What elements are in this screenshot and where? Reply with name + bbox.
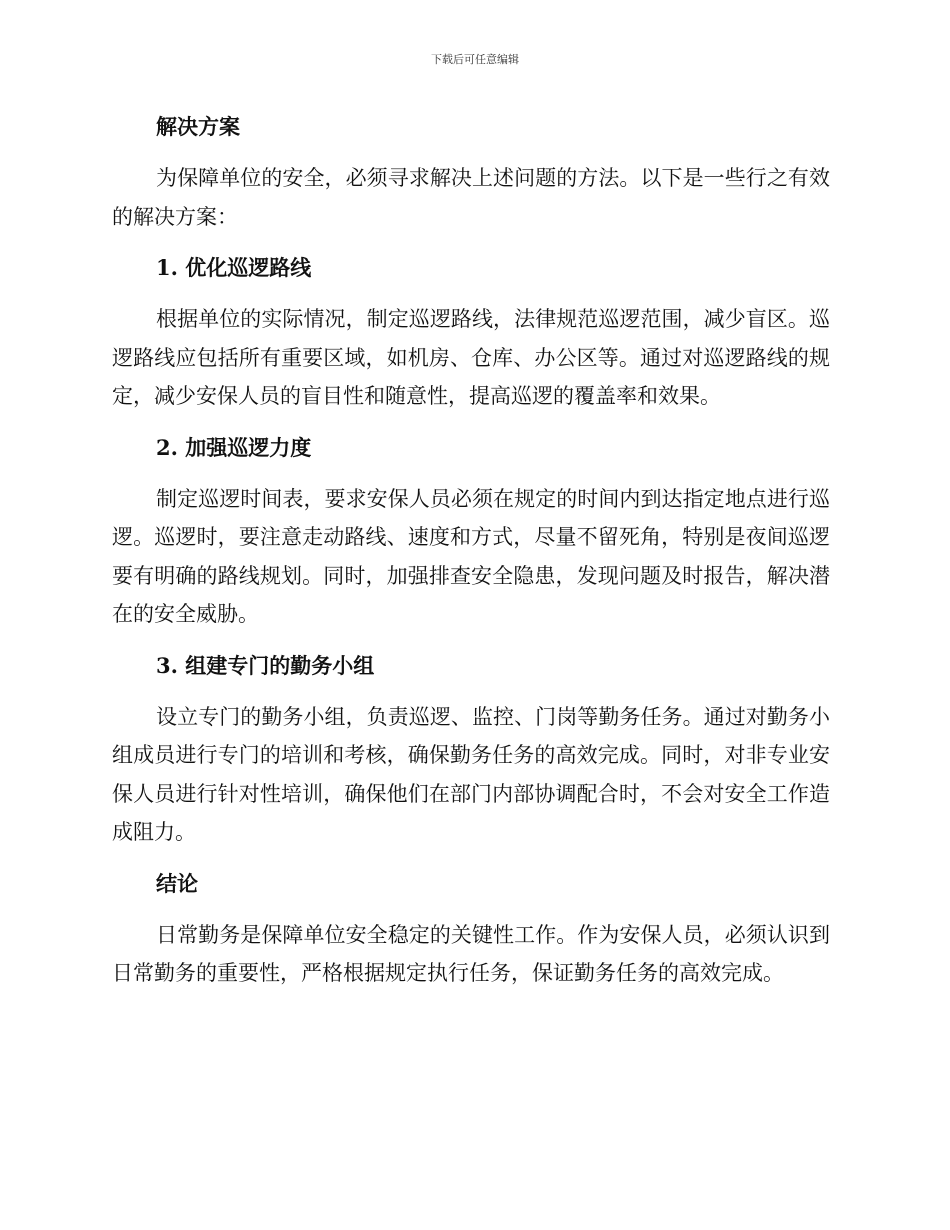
subheading-item-1: 1. 优化巡逻路线 [156, 255, 312, 280]
paragraph-conclusion: 日常勤务是保障单位安全稳定的关键性工作。作为安保人员，必须认识到日常勤务的重要性，严格根据规定执行任务，保证勤务任务的高效完成。 [112, 922, 830, 985]
subheading-item-2: 2. 加强巡逻力度 [156, 434, 312, 460]
paragraph-item-2: 制定巡逻时间表，要求安保人员必须在规定的时间内到达指定地点进行巡逻。巡逻时，要注意走动路线、速度和方式，尽量不留死角，特别是夜间巡逻要有明确的路线规划。同时，加强排查安全隐患，发现问题及时报告，解决潜在的安全威胁。 [112, 486, 830, 626]
page-header: 下载后可任意编辑 [431, 53, 519, 66]
subheading-item-3: 3. 组建专门的勤务小组 [156, 652, 375, 678]
paragraph-item-1: 根据单位的实际情况，制定巡逻路线，法律规范巡逻范围，减少盲区。巡逻路线应包括所有重要区域，如机房、仓库、办公区等。通过对巡逻路线的规定，减少安保人员的盲目性和随意性，提高巡逻的覆盖率和效果。 [112, 307, 830, 408]
section-heading-solutions: 解决方案 [156, 114, 240, 139]
paragraph-solutions-intro: 为保障单位的安全，必须寻求解决上述问题的方法。以下是一些行之有效的解决方案： [112, 166, 830, 229]
section-heading-conclusion: 结论 [156, 870, 198, 896]
document-body [112, 108, 830, 993]
paragraph-item-3: 设立专门的勤务小组，负责巡逻、监控、门岗等勤务任务。通过对勤务小组成员进行专门的培训和考核，确保勤务任务的高效完成。同时，对非专业安保人员进行针对性培训，确保他们在部门内部协调配合时，不会对安全工作造成阻力。 [112, 704, 830, 844]
